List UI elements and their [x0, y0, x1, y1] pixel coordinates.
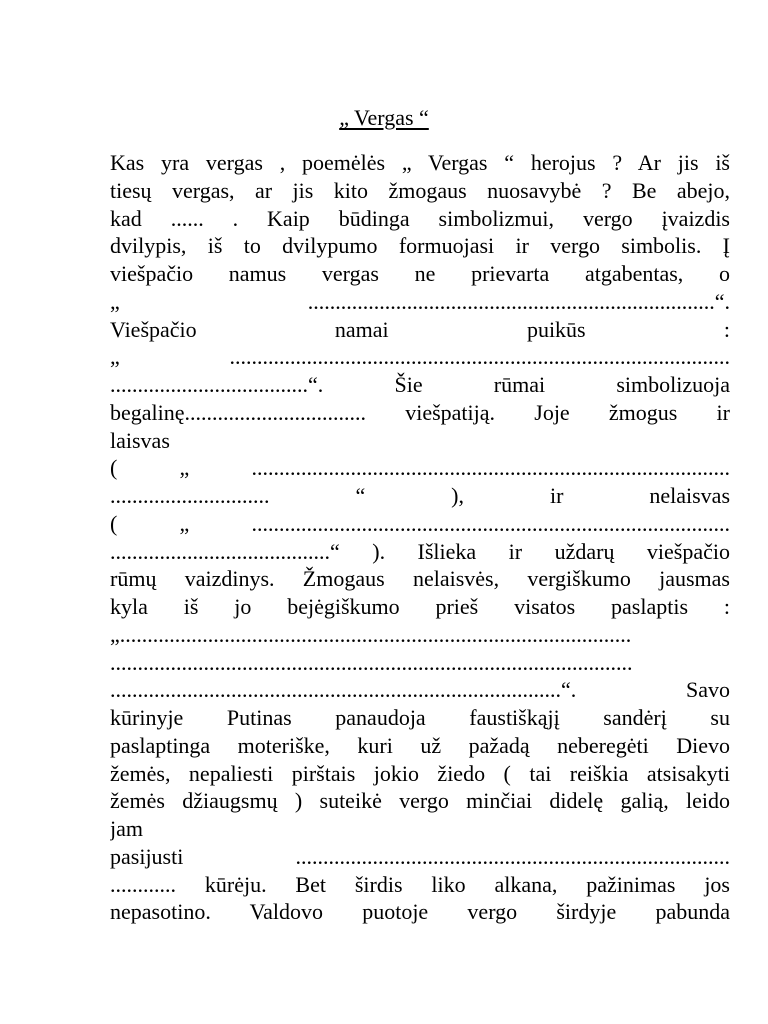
- body-text-line: kyla iš jo bejėgiškumo prieš visatos paslaptis :: [110, 594, 730, 619]
- body-text-line: kūrinyje Putinas panaudoja faustiškąjį sandėrį su: [110, 705, 730, 730]
- body-text-line: ............................. “ ), ir nelaisvas: [110, 483, 730, 508]
- body-text-line: paslaptinga moteriške, kuri už pažadą neberegėti Dievo: [110, 732, 730, 758]
- body-text-line: begalinę................................. viešpatiją. Joje žmogus ir: [110, 399, 730, 425]
- body-text-line: rūmų vaizdinys. Žmogaus nelaisvės, vergiškumo jausmas: [110, 566, 730, 592]
- body-text-line: kad ...... . Kaip būdinga simbolizmui, vergo įvaizdis: [110, 205, 730, 231]
- body-text-line: laisvas: [110, 427, 170, 453]
- body-text-line: tiesų vergas, ar jis kito žmogaus nuosavybė ? Be abejo,: [110, 177, 730, 203]
- body-text-line: ( „ .......................................................................................: [110, 510, 730, 536]
- body-text-line: „ ...........................................................................................: [110, 344, 730, 370]
- body-text-line: pasijusti ...............................................................................: [110, 843, 730, 869]
- body-text-line: žemės džiaugsmų ) suteikė vergo minčiai didelę galią, leido: [110, 788, 730, 814]
- body-text-line: ( „ .......................................................................................: [110, 455, 730, 481]
- body-text-line: ...............................................................................................: [110, 649, 633, 675]
- body-text-line: Viešpačio namai puikūs :: [110, 316, 730, 342]
- body-text-line: ....................................“. Šie rūmai simbolizuoja: [110, 372, 730, 397]
- body-text-line: žemės, nepaliesti pirštais jokio žiedo ( tai reiškia atsisakyti: [110, 760, 730, 786]
- document-body: [110, 149, 730, 926]
- body-text-line: dvilypis, iš to dvilypumo formuojasi ir vergo simbolis. Į: [110, 233, 730, 259]
- body-text-line: ..................................................................................“. Savo: [110, 677, 730, 703]
- body-text-line: nepasotino. Valdovo puotoje vergo širdyje pabunda: [110, 899, 730, 925]
- body-text-line: ........................................“ ). Išlieka ir uždarų viešpačio: [110, 538, 730, 564]
- body-text-line: viešpačio namus vergas ne prievarta atgabentas, o: [110, 261, 730, 286]
- body-text-line: „ ..........................................................................“.: [110, 288, 730, 314]
- body-text-line: jam: [110, 816, 143, 841]
- document-title: „ Vergas “: [339, 105, 429, 130]
- body-text-line: ............ kūrėju. Bet širdis liko alkana, pažinimas jos: [110, 871, 730, 897]
- body-text-line: Kas yra vergas , poemėlės „ Vergas “ herojus ? Ar jis iš: [110, 150, 730, 175]
- body-text-line: „.............................................................................................: [110, 621, 632, 647]
